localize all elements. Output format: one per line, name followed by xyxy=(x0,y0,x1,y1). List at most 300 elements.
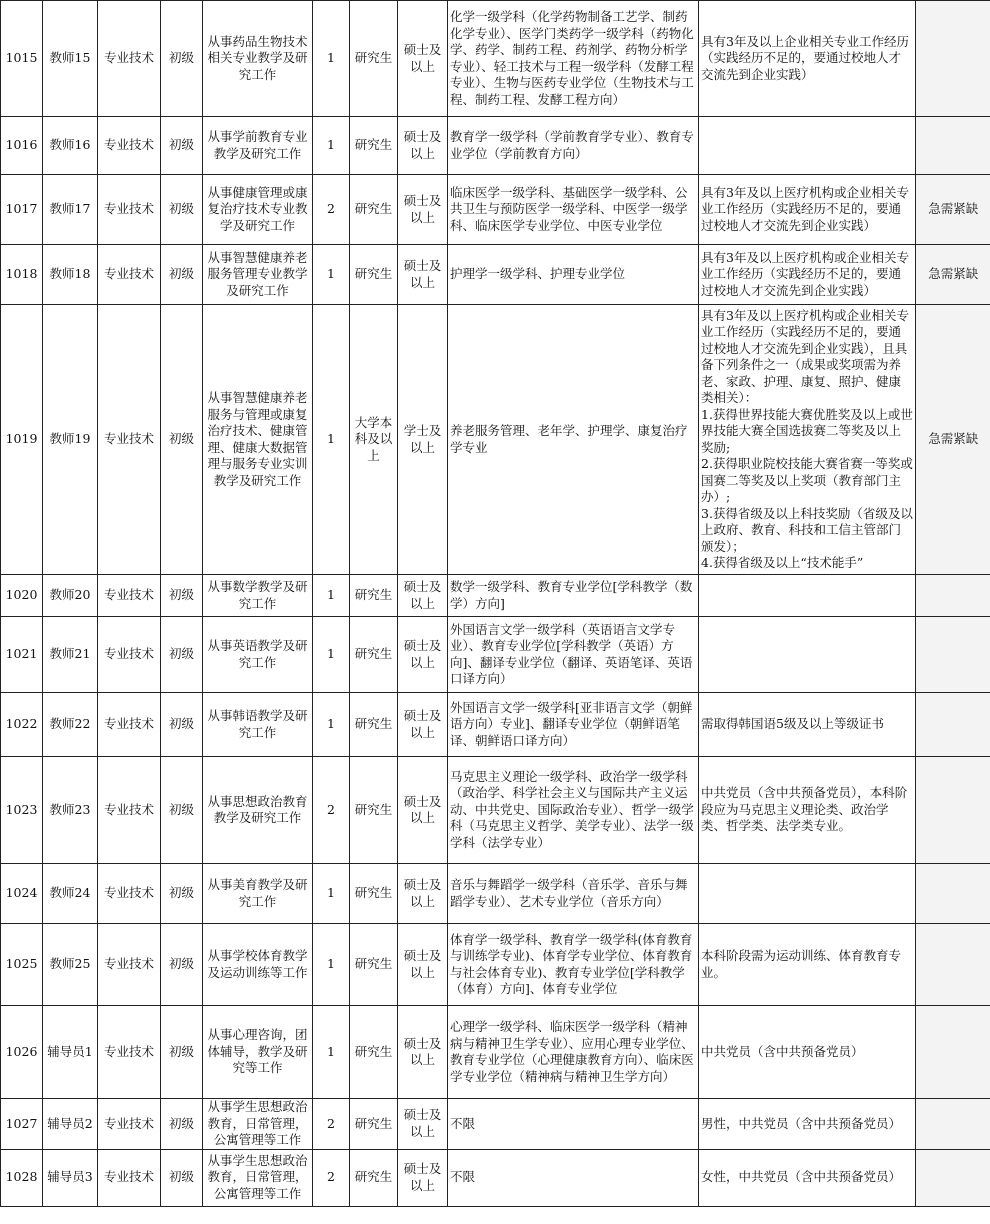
cell-level xyxy=(161,1,203,117)
level-text: 初级 xyxy=(168,587,194,603)
cell-education xyxy=(350,693,398,757)
id-text: 1019 xyxy=(5,431,38,447)
cell-level xyxy=(161,305,203,575)
cell-id xyxy=(1,864,43,924)
count-text: 1 xyxy=(327,646,335,662)
cell-note xyxy=(916,1149,990,1206)
category-text: 专业技术 xyxy=(103,1043,154,1059)
id-text: 1020 xyxy=(5,587,38,603)
cell-duty xyxy=(203,305,313,575)
cell-requirement xyxy=(699,1099,916,1150)
degree-text: 硕士及以上 xyxy=(403,1035,442,1067)
table-row xyxy=(1,1099,990,1150)
cell-category xyxy=(98,175,161,245)
cell-requirement xyxy=(699,575,916,617)
cell-count xyxy=(313,693,350,757)
major-text: 不限 xyxy=(450,1169,476,1185)
count-text: 1 xyxy=(327,587,335,603)
major-text: 外国语言文学一级学科（英语语言文学专业）、教育专业学位[学科教学（英语）方向]、翻译专业学位（翻译、英语笔译、英语口译方向） xyxy=(450,621,693,686)
cell-degree xyxy=(398,1149,448,1206)
count-text: 1 xyxy=(327,885,335,901)
degree-text: 硕士及以上 xyxy=(403,129,442,161)
post-text: 辅导员1 xyxy=(47,1043,93,1059)
cell-requirement xyxy=(699,924,916,1006)
major-text: 音乐与舞蹈学一级学科（音乐学、音乐与舞蹈学专业）、艺术专业学位（音乐方向） xyxy=(450,877,688,909)
cell-major xyxy=(448,117,699,175)
note-text: 急需紧缺 xyxy=(928,431,979,447)
id-text: 1025 xyxy=(5,956,38,972)
cell-requirement xyxy=(699,693,916,757)
cell-duty xyxy=(203,1,313,117)
cell-duty xyxy=(203,1006,313,1099)
education-text: 研究生 xyxy=(354,587,393,603)
table-row xyxy=(1,175,990,245)
education-text: 研究生 xyxy=(354,201,393,217)
cell-requirement xyxy=(699,245,916,305)
education-text: 研究生 xyxy=(354,716,393,732)
cell-major xyxy=(448,924,699,1006)
post-text: 辅导员3 xyxy=(47,1169,93,1185)
cell-count xyxy=(313,1006,350,1099)
cell-count xyxy=(313,924,350,1006)
cell-requirement xyxy=(699,1006,916,1099)
major-text: 外国语言文学一级学科[亚非语言文学（朝鲜语方向）专业]、翻译专业学位（朝鲜语笔译、朝鲜语口译方向） xyxy=(450,699,693,748)
requirement-text: 女性，中共党员（含中共预备党员） xyxy=(701,1169,902,1185)
major-text: 教育学一级学科（学前教育学专业）、教育专业学位（学前教育方向） xyxy=(450,129,694,161)
cell-level xyxy=(161,1099,203,1150)
count-text: 2 xyxy=(327,801,335,817)
id-text: 1026 xyxy=(5,1043,38,1059)
count-text: 1 xyxy=(327,956,335,972)
cell-major xyxy=(448,757,699,864)
cell-degree xyxy=(398,1006,448,1099)
degree-text: 硕士及以上 xyxy=(403,579,442,611)
degree-text: 学士及以上 xyxy=(403,423,442,455)
cell-post xyxy=(43,575,98,617)
cell-category xyxy=(98,1006,161,1099)
major-text: 化学一级学科（化学药物制备工艺学、制药化学专业）、医学门类药学一级学科（药物化学、药学、制药工程、药剂学、药物分析学专业）、轻工技术与工程一级学科（发酵工程专业）、生物与医药专业学位（生物技术与工程、制药工程、发酵工程方向） xyxy=(450,9,694,107)
cell-major xyxy=(448,575,699,617)
cell-note xyxy=(916,305,990,575)
cell-level xyxy=(161,245,203,305)
cell-degree xyxy=(398,924,448,1006)
cell-education xyxy=(350,117,398,175)
cell-duty xyxy=(203,575,313,617)
degree-text: 硕士及以上 xyxy=(403,1107,442,1139)
education-text: 研究生 xyxy=(354,1043,393,1059)
duty-text: 从事学生思想政治教育，日常管理，公寓管理等工作 xyxy=(207,1099,308,1147)
id-text: 1024 xyxy=(5,885,38,901)
table-row xyxy=(1,305,990,575)
cell-count xyxy=(313,575,350,617)
major-text: 养老服务管理、老年学、护理学、康复治疗学专业 xyxy=(450,423,688,455)
cell-id xyxy=(1,1006,43,1099)
cell-post xyxy=(43,864,98,924)
note-text: 急需紧缺 xyxy=(928,266,979,282)
cell-count xyxy=(313,1099,350,1150)
cell-id xyxy=(1,575,43,617)
cell-degree xyxy=(398,693,448,757)
cell-note xyxy=(916,757,990,864)
major-text: 护理学一级学科、护理专业学位 xyxy=(450,266,626,282)
id-text: 1027 xyxy=(5,1115,38,1131)
requirement-text: 具有3年及以上医疗机构或企业相关专业工作经历（实践经历不足的，要通过校地人才交流先到企业实践），且具备下列条件之一（成果或奖项需为养老、家政、护理、康复、照护、健康类相关）： 1.获得世界技能大赛优胜奖及以上或世界技能大赛全国选拔赛二等奖及以上奖励; 2.获得职业院校技能大赛省赛一等奖或国赛二等奖及以上奖项（教育部门主办）; 3.获得省级及以上科技奖励（省级及以上政府、教育、科技和工信主管部门颁发）； 4.获得省级及以上“技术能手” xyxy=(701,307,913,570)
duty-text: 从事智慧健康养老服务与管理或康复治疗技术、健康管理、健康大数据管理与服务专业实训教学及研究工作 xyxy=(207,390,308,488)
table-row xyxy=(1,757,990,864)
cell-count xyxy=(313,245,350,305)
duty-text: 从事思想政治教育教学及研究工作 xyxy=(207,793,308,825)
cell-duty xyxy=(203,1149,313,1206)
note-text: 急需紧缺 xyxy=(928,201,979,217)
cell-post xyxy=(43,693,98,757)
cell-note xyxy=(916,864,990,924)
cell-note xyxy=(916,617,990,693)
category-text: 专业技术 xyxy=(103,646,154,662)
cell-post xyxy=(43,617,98,693)
cell-duty xyxy=(203,245,313,305)
cell-education xyxy=(350,1149,398,1206)
cell-education xyxy=(350,1099,398,1150)
education-text: 研究生 xyxy=(354,646,393,662)
major-text: 不限 xyxy=(450,1115,476,1131)
cell-duty xyxy=(203,864,313,924)
cell-level xyxy=(161,117,203,175)
cell-requirement xyxy=(699,864,916,924)
duty-text: 从事数学教学及研究工作 xyxy=(207,579,308,611)
education-text: 研究生 xyxy=(354,266,393,282)
cell-post xyxy=(43,1006,98,1099)
table-row xyxy=(1,1,990,117)
cell-post xyxy=(43,245,98,305)
cell-category xyxy=(98,693,161,757)
cell-degree xyxy=(398,245,448,305)
id-text: 1022 xyxy=(5,716,38,732)
cell-major xyxy=(448,1149,699,1206)
duty-text: 从事智慧健康养老服务管理专业教学及研究工作 xyxy=(207,249,308,298)
count-text: 2 xyxy=(327,201,335,217)
cell-id xyxy=(1,924,43,1006)
cell-category xyxy=(98,617,161,693)
duty-text: 从事药品生物技术相关专业教学及研究工作 xyxy=(207,33,308,82)
count-text: 1 xyxy=(327,1043,335,1059)
table-row xyxy=(1,1149,990,1206)
cell-note xyxy=(916,924,990,1006)
cell-requirement xyxy=(699,1,916,117)
duty-text: 从事健康管理或康复治疗技术专业教学及研究工作 xyxy=(207,184,308,233)
count-text: 2 xyxy=(327,1115,335,1131)
cell-degree xyxy=(398,757,448,864)
post-text: 教师16 xyxy=(49,137,91,153)
duty-text: 从事英语教学及研究工作 xyxy=(207,638,308,670)
post-text: 辅导员2 xyxy=(47,1115,93,1131)
cell-education xyxy=(350,924,398,1006)
cell-note xyxy=(916,1,990,117)
category-text: 专业技术 xyxy=(103,50,154,66)
cell-note xyxy=(916,175,990,245)
requirement-text: 需取得韩国语5级及以上等级证书 xyxy=(701,716,884,732)
degree-text: 硕士及以上 xyxy=(403,1161,442,1193)
major-text: 数学一级学科、教育专业学位[学科教学（数学）方向] xyxy=(450,579,693,611)
cell-level xyxy=(161,617,203,693)
count-text: 1 xyxy=(327,50,335,66)
cell-education xyxy=(350,617,398,693)
id-text: 1017 xyxy=(5,201,38,217)
category-text: 专业技术 xyxy=(103,885,154,901)
page-bottom-margin xyxy=(0,1212,990,1224)
cell-requirement xyxy=(699,117,916,175)
cell-post xyxy=(43,1149,98,1206)
category-text: 专业技术 xyxy=(103,1115,154,1131)
degree-text: 硕士及以上 xyxy=(403,258,442,290)
cell-degree xyxy=(398,1,448,117)
cell-education xyxy=(350,245,398,305)
cell-note xyxy=(916,117,990,175)
requirement-text: 中共党员（含中共预备党员），本科阶段应为马克思主义理论类、政治学类、哲学类、法学类专业。 xyxy=(701,785,908,834)
cell-category xyxy=(98,117,161,175)
level-text: 初级 xyxy=(168,956,194,972)
cell-level xyxy=(161,693,203,757)
cell-post xyxy=(43,924,98,1006)
degree-text: 硕士及以上 xyxy=(403,638,442,670)
cell-major xyxy=(448,864,699,924)
cell-education xyxy=(350,757,398,864)
education-text: 研究生 xyxy=(354,1169,393,1185)
cell-level xyxy=(161,1149,203,1206)
category-text: 专业技术 xyxy=(103,431,154,447)
cell-count xyxy=(313,175,350,245)
level-text: 初级 xyxy=(168,885,194,901)
level-text: 初级 xyxy=(168,1115,194,1131)
cell-requirement xyxy=(699,305,916,575)
requirement-text: 本科阶段需为运动训练、体育教育专业。 xyxy=(701,948,902,980)
major-text: 心理学一级学科、临床医学一级学科（精神病与精神卫生学专业）、应用心理专业学位、教育专业学位（心理健康教育方向）、临床医学专业学位（精神病与精神卫生学方向） xyxy=(450,1019,694,1084)
post-text: 教师17 xyxy=(49,201,91,217)
cell-major xyxy=(448,693,699,757)
category-text: 专业技术 xyxy=(103,716,154,732)
cell-level xyxy=(161,924,203,1006)
degree-text: 硕士及以上 xyxy=(403,948,442,980)
table-row xyxy=(1,864,990,924)
cell-post xyxy=(43,175,98,245)
count-text: 1 xyxy=(327,266,335,282)
duty-text: 从事学生思想政治教育，日常管理，公寓管理等工作 xyxy=(207,1152,308,1201)
cell-education xyxy=(350,864,398,924)
cell-education xyxy=(350,1,398,117)
cell-requirement xyxy=(699,617,916,693)
post-text: 教师24 xyxy=(49,885,91,901)
cell-category xyxy=(98,757,161,864)
cell-degree xyxy=(398,575,448,617)
cell-post xyxy=(43,305,98,575)
cell-note xyxy=(916,693,990,757)
duty-text: 从事学校体育教学及运动训练等工作 xyxy=(207,948,308,980)
cell-major xyxy=(448,1,699,117)
cell-count xyxy=(313,617,350,693)
table-row xyxy=(1,617,990,693)
degree-text: 硕士及以上 xyxy=(403,193,442,225)
cell-education xyxy=(350,175,398,245)
post-text: 教师22 xyxy=(49,716,91,732)
cell-level xyxy=(161,575,203,617)
id-text: 1023 xyxy=(5,801,38,817)
requirement-text: 男性，中共党员（含中共预备党员） xyxy=(701,1115,902,1131)
cell-category xyxy=(98,924,161,1006)
cell-duty xyxy=(203,1099,313,1150)
count-text: 1 xyxy=(327,137,335,153)
category-text: 专业技术 xyxy=(103,587,154,603)
cell-note xyxy=(916,1099,990,1150)
id-text: 1021 xyxy=(5,646,38,662)
education-text: 大学本科及以上 xyxy=(354,414,393,463)
level-text: 初级 xyxy=(168,201,194,217)
cell-category xyxy=(98,864,161,924)
category-text: 专业技术 xyxy=(103,956,154,972)
cell-id xyxy=(1,1,43,117)
cell-duty xyxy=(203,757,313,864)
table-row xyxy=(1,245,990,305)
major-text: 体育学一级学科、教育学一级学科(体育教育与训练学专业)、体育学专业学位、体育教育与社会体育专业)、教育专业学位[学科教学（体育）方向]、体育专业学位 xyxy=(450,931,693,996)
cell-category xyxy=(98,1,161,117)
cell-education xyxy=(350,1006,398,1099)
education-text: 研究生 xyxy=(354,1115,393,1131)
post-text: 教师25 xyxy=(49,956,91,972)
cell-level xyxy=(161,864,203,924)
cell-id xyxy=(1,1149,43,1206)
major-text: 临床医学一级学科、基础医学一级学科、公共卫生与预防医学一级学科、中医学一级学科、临床医学专业学位、中医专业学位 xyxy=(450,184,688,233)
post-text: 教师23 xyxy=(49,801,91,817)
requirement-text: 具有3年及以上企业相关专业工作经历（实践经历不足的，要通过校地人才交流先到企业实践） xyxy=(701,33,909,82)
cell-major xyxy=(448,617,699,693)
level-text: 初级 xyxy=(168,801,194,817)
cell-post xyxy=(43,1099,98,1150)
cell-post xyxy=(43,1,98,117)
cell-degree xyxy=(398,305,448,575)
level-text: 初级 xyxy=(168,646,194,662)
category-text: 专业技术 xyxy=(103,201,154,217)
cell-major xyxy=(448,305,699,575)
cell-id xyxy=(1,117,43,175)
post-text: 教师21 xyxy=(49,646,91,662)
degree-text: 硕士及以上 xyxy=(403,877,442,909)
table-row xyxy=(1,117,990,175)
id-text: 1018 xyxy=(5,266,38,282)
id-text: 1028 xyxy=(5,1169,38,1185)
education-text: 研究生 xyxy=(354,50,393,66)
education-text: 研究生 xyxy=(354,801,393,817)
cell-duty xyxy=(203,175,313,245)
post-text: 教师19 xyxy=(49,431,91,447)
category-text: 专业技术 xyxy=(103,266,154,282)
duty-text: 从事韩语教学及研究工作 xyxy=(207,708,308,740)
cell-count xyxy=(313,305,350,575)
major-text: 马克思主义理论一级学科、政治学一级学科（政治学、科学社会主义与国际共产主义运动、中共党史、国际政治专业）、哲学一级学科（马克思主义哲学、美学专业）、法学一级学科（法学专业） xyxy=(450,768,694,850)
cell-note xyxy=(916,245,990,305)
requirement-text: 具有3年及以上医疗机构或企业相关专业工作经历（实践经历不足的，要通过校地人才交流先到企业实践） xyxy=(701,184,909,233)
count-text: 1 xyxy=(327,716,335,732)
cell-level xyxy=(161,757,203,864)
cell-count xyxy=(313,1,350,117)
cell-id xyxy=(1,305,43,575)
duty-text: 从事学前教育专业教学及研究工作 xyxy=(207,129,308,161)
cell-major xyxy=(448,1006,699,1099)
table-row xyxy=(1,924,990,1006)
cell-duty xyxy=(203,617,313,693)
category-text: 专业技术 xyxy=(103,1169,154,1185)
degree-text: 硕士及以上 xyxy=(403,793,442,825)
post-text: 教师18 xyxy=(49,266,91,282)
table-row xyxy=(1,575,990,617)
cell-duty xyxy=(203,117,313,175)
level-text: 初级 xyxy=(168,431,194,447)
cell-level xyxy=(161,1006,203,1099)
cell-degree xyxy=(398,864,448,924)
cell-degree xyxy=(398,117,448,175)
table-body xyxy=(1,1,990,1207)
cell-post xyxy=(43,117,98,175)
cell-post xyxy=(43,757,98,864)
category-text: 专业技术 xyxy=(103,137,154,153)
cell-id xyxy=(1,245,43,305)
cell-id xyxy=(1,757,43,864)
cell-id xyxy=(1,1099,43,1150)
cell-note xyxy=(916,575,990,617)
cell-degree xyxy=(398,175,448,245)
cell-category xyxy=(98,1149,161,1206)
cell-duty xyxy=(203,693,313,757)
duty-text: 从事美育教学及研究工作 xyxy=(207,877,308,909)
id-text: 1015 xyxy=(5,50,38,66)
requirement-text: 中共党员（含中共预备党员） xyxy=(701,1043,864,1059)
post-text: 教师20 xyxy=(49,587,91,603)
level-text: 初级 xyxy=(168,137,194,153)
cell-category xyxy=(98,305,161,575)
education-text: 研究生 xyxy=(354,137,393,153)
cell-id xyxy=(1,175,43,245)
cell-id xyxy=(1,617,43,693)
level-text: 初级 xyxy=(168,266,194,282)
level-text: 初级 xyxy=(168,1169,194,1185)
cell-count xyxy=(313,117,350,175)
cell-duty xyxy=(203,924,313,1006)
count-text: 2 xyxy=(327,1169,335,1185)
table-row xyxy=(1,1006,990,1099)
cell-count xyxy=(313,1149,350,1206)
cell-degree xyxy=(398,617,448,693)
cell-degree xyxy=(398,1099,448,1150)
cell-category xyxy=(98,1099,161,1150)
cell-count xyxy=(313,757,350,864)
cell-level xyxy=(161,175,203,245)
id-text: 1016 xyxy=(5,137,38,153)
category-text: 专业技术 xyxy=(103,801,154,817)
cell-major xyxy=(448,175,699,245)
education-text: 研究生 xyxy=(354,885,393,901)
count-text: 1 xyxy=(327,431,335,447)
cell-requirement xyxy=(699,757,916,864)
duty-text: 从事心理咨询，团体辅导，教学及研究等工作 xyxy=(207,1027,308,1076)
requirement-text: 具有3年及以上医疗机构或企业相关专业工作经历（实践经历不足的，要通过校地人才交流先到企业实践） xyxy=(701,249,909,298)
cell-education xyxy=(350,575,398,617)
cell-note xyxy=(916,1006,990,1099)
cell-id xyxy=(1,693,43,757)
level-text: 初级 xyxy=(168,50,194,66)
post-text: 教师15 xyxy=(49,50,91,66)
degree-text: 硕士及以上 xyxy=(403,42,442,74)
cell-requirement xyxy=(699,1149,916,1206)
cell-requirement xyxy=(699,175,916,245)
cell-major xyxy=(448,1099,699,1150)
cell-education xyxy=(350,305,398,575)
